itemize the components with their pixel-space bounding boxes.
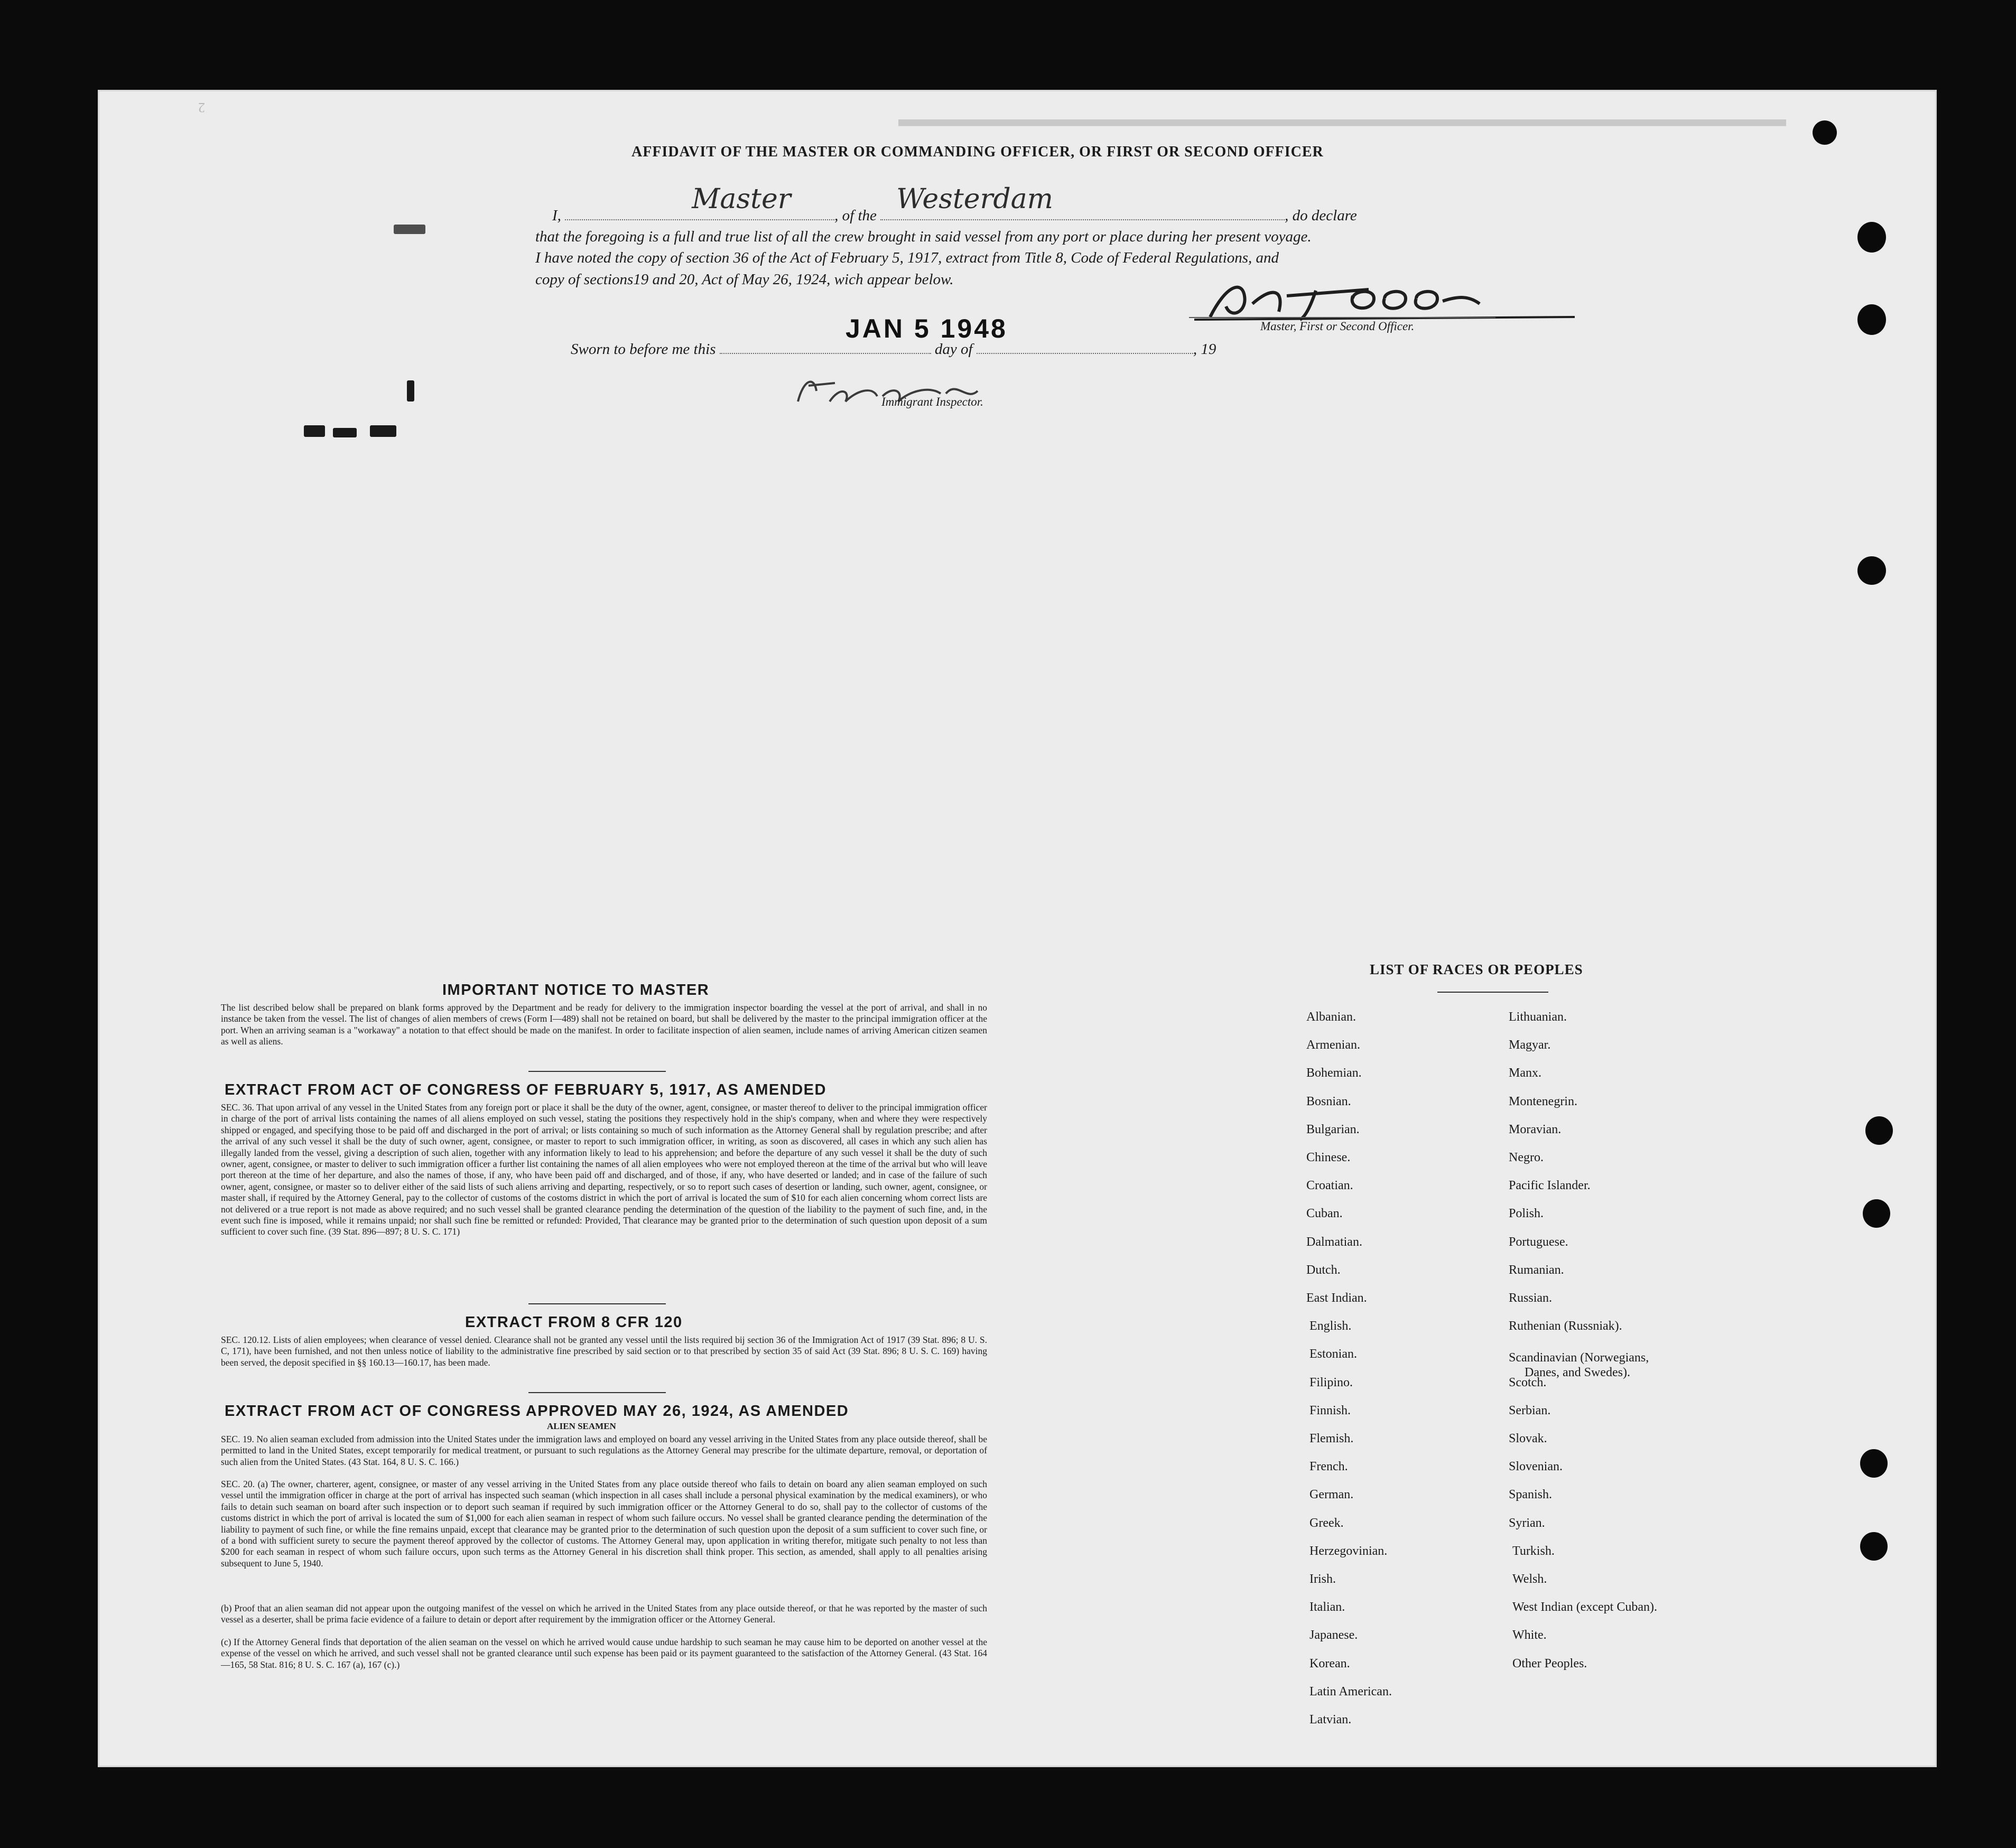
vessel-handwritten: Westerdam xyxy=(896,183,1053,215)
notice-title: IMPORTANT NOTICE TO MASTER xyxy=(442,982,710,998)
race-item: Dalmatian. xyxy=(1306,1235,1362,1249)
race-item: Syrian. xyxy=(1509,1516,1545,1530)
officer-field xyxy=(565,183,834,220)
race-item: Welsh. xyxy=(1512,1572,1547,1586)
race-item: Japanese. xyxy=(1309,1628,1358,1642)
race-item: Ruthenian (Russniak). xyxy=(1509,1319,1622,1333)
date-stamp: JAN 5 1948 xyxy=(846,314,1008,343)
of-the-label: , of the xyxy=(834,207,877,224)
race-item: Korean. xyxy=(1309,1656,1350,1670)
race-item: Irish. xyxy=(1309,1572,1336,1586)
race-item: Serbian. xyxy=(1509,1403,1551,1417)
punch-hole xyxy=(1865,1116,1893,1145)
race-item: Filipino. xyxy=(1309,1375,1353,1389)
punch-hole xyxy=(1860,1449,1888,1478)
extract-1924-sec20b: (b) Proof that an alien seaman did not appear upon the outgoing manifest of the vessel on which he arrived in the United States from any place outside thereof, or that he was reported by the master of such vessel as a deserter, shall be prima facie evidence of a failure to detain or deport after requirement by the immigration officer or the Attorney General. xyxy=(221,1603,987,1625)
extract-1924-sec20c: (c) If the Attorney General finds that deportation of the alien seaman on the vessel on which he arrived would cause undue hardship to such seaman he may cause him to be deported on another vessel at the expense of the vessel on which he arrived, and such vessel shall not be granted clearance until such expense has been paid or its payment guaranteed to the satisfaction of the Attorney General. (43 Stat. 164—165, 58 Stat. 816; 8 U. S. C. 167 (a), 167 (c).) xyxy=(221,1637,987,1670)
punch-hole xyxy=(1857,222,1886,253)
sworn-day-field xyxy=(720,353,931,354)
affidavit-line-1 xyxy=(552,183,1357,225)
extract-1917-title: EXTRACT FROM ACT OF CONGRESS OF FEBRUARY 5, 1917, AS AMENDED xyxy=(225,1081,826,1098)
race-item: Polish. xyxy=(1509,1207,1544,1221)
sworn-label: Sworn to before me this xyxy=(571,341,716,358)
ink-smudge xyxy=(304,425,325,437)
year-prefix: , 19 xyxy=(1193,341,1216,358)
race-item: Moravian. xyxy=(1509,1122,1562,1136)
race-item: West Indian (except Cuban). xyxy=(1512,1600,1657,1614)
race-item: Negro. xyxy=(1509,1151,1544,1164)
vessel-field xyxy=(880,183,1285,220)
officer-handwritten: Master xyxy=(692,183,791,215)
race-item: Scotch. xyxy=(1509,1375,1547,1389)
race-item: Chinese. xyxy=(1306,1151,1351,1164)
race-item: Flemish. xyxy=(1309,1432,1354,1445)
signature-label: Master, First or Second Officer. xyxy=(1260,320,1415,333)
section-divider xyxy=(528,1303,666,1304)
punch-hole xyxy=(1813,120,1837,145)
race-item: Bulgarian. xyxy=(1306,1122,1360,1136)
punch-hole xyxy=(1860,1532,1888,1561)
race-item: Bosnian. xyxy=(1306,1094,1351,1108)
race-item: Herzegovinian. xyxy=(1309,1544,1388,1558)
bleed-through-text: ▬▬▬▬▬▬▬▬▬▬▬▬▬▬▬▬▬▬▬▬▬▬▬▬▬▬▬▬▬▬▬▬▬▬▬▬▬▬▬▬ xyxy=(898,114,1786,138)
ink-smudge xyxy=(407,380,414,402)
race-item: East Indian. xyxy=(1306,1291,1367,1305)
race-item: Cuban. xyxy=(1306,1207,1343,1221)
race-item: Italian. xyxy=(1309,1600,1345,1614)
ink-smudge xyxy=(370,425,396,437)
race-item: Turkish. xyxy=(1512,1544,1555,1558)
race-item: Pacific Islander. xyxy=(1509,1179,1591,1193)
race-item: Finnish. xyxy=(1309,1403,1351,1417)
race-item: Slovenian. xyxy=(1509,1460,1563,1474)
race-item: Bohemian. xyxy=(1306,1066,1362,1080)
race-item: Albanian. xyxy=(1306,1010,1356,1024)
sworn-month-field xyxy=(977,353,1193,354)
race-item: White. xyxy=(1512,1628,1547,1642)
page-stamp: 2 xyxy=(198,100,205,115)
do-declare-label: , do declare xyxy=(1285,207,1357,224)
race-item: Latvian. xyxy=(1309,1713,1352,1726)
extract-cfr-title: EXTRACT FROM 8 CFR 120 xyxy=(465,1314,683,1331)
extract-1924-sec19: SEC. 19. No alien seaman excluded from admission into the United States under the immigration laws and employed on board any vessel arriving in the United States from any place outside thereof, shall be permitted to land in the United States, except temporarily for medical treatment, or pursuant to such regulations as the Attorney General may prescribe for the ultimate departure, removal, or deportation of such alien from the United States. (43 Stat. 164, 8 U. S. C. 166.) xyxy=(221,1434,987,1467)
race-item: Danes, and Swedes). xyxy=(1525,1366,1630,1379)
extract-cfr-text: SEC. 120.12. Lists of alien employees; when clearance of vessel denied. Clearance shall not be granted any vessel until the lists required bij section 36 of the Immigration Act of 1917 (39 Stat. 896; 8 U. S. C, 171), have been furnished, and not then unless notice of liability to the administrative fine prescribed by said section or to that prescribed by section 35 of said Act (39 Stat. 896; 8 U. S. C. 169) having been served, the deposit specified in §§ 160.13—160.17, has been made. xyxy=(221,1334,987,1368)
races-title-underline xyxy=(1437,992,1548,993)
extract-1917-text: SEC. 36. That upon arrival of any vessel in the United States from any foreign port or place it shall be the duty of the owner, agent, consignee, or master thereof to deliver to the principal immigration officer in charge of the port of arrival lists containing the names of all aliens employed on such vessel, stating the positions they respectively hold in the ship's company, when and where they were respectively shipped or engaged, and specifying those to be paid off and discharged in the port of arrival; or lists containing so much of such information as the Attorney General shall by regulation prescribe; and after the arrival of any such vessel it shall be the duty of such owner, agent, consignee, or master to report to such immigration officer, in writing, as soon as discovered, all cases in which any such alien has illegally landed from the vessel, giving a description of such alien, together with any information likely to lead to his apprehension; and before the departure of any such vessel it shall be the duty of such owner, agent, consignee, or master to deliver to such immigration officer a further list containing the names of all alien employees who were not employed thereon at the time of the arrival but who will leave port thereon at the time of her departure, and also the names of those, if any, who have been paid off and discharged, and of those, if any, who have deserted or landed; and in case of the failure of such owner, agent, consignee, or master so to deliver either of the said lists of such aliens arriving and departing, respectively, or so to report such cases of desertion or landing, such owner, agent, consignee, or master shall, if required by the Attorney General, pay to the collector of customs of the costoms district in which the port of arrival is located the sum of $10 for each alien concerning whom correct lists are not delivered or a true report is not made as above required; and no such vessel shall be granted clearance pending the determination of the question of the liability to the payment of such fine, and, in the event such fine is imposed, while it remains unpaid; nor shall such fine be remitted or refunded: Provided, That clearance may be granted prior to the determination of such question upon deposit of a sum sufficient to cover such fine. (39 Stat. 896—897; 8 U. S. C. 171) xyxy=(221,1102,987,1237)
races-title: LIST OF RACES OR PEOPLES xyxy=(1370,962,1583,977)
race-item: Russian. xyxy=(1509,1291,1553,1305)
affidavit-line-2: that the foregoing is a full and true list of all the crew brought in said vessel from any port or place during her present voyage. xyxy=(535,228,1312,245)
extract-1924-sec20a: SEC. 20. (a) The owner, charterer, agent, consignee, or master of any vessel arriving in the United States from any place outside thereof who fails to detain on board any alien seaman employed on such vessel until the immigration officer in charge at the port of arrival has inspected such seaman (which inspection in all cases shall include a personal physical examination by the medical examiners), or who fails to detain such seaman on board after such inspection or to deport such seaman if required by such immigration officer or the Attorney General to do so, shall pay to the collector of customs of the customs district in which the port of arrival is located the sum of $1,000 for each alien seaman in respect of whom such failure occurs. No vessel shall be granted clearance pending the determination of the liability to payment of such fine, or while the fine remains unpaid, except that clearance may be granted prior to the determination of such question upon the deposit of a sum sufficient to cover such fine, or of a bond with sufficient surety to secure the payment thereof approved by the collector of customs. The Attorney General may, upon application in writing therefor, mitigate such penalty to not less than $200 for each seaman in respect of whom such failure occurs, upon such terms as the Attorney General in his discretion shall think proper. This section, as amended, shall apply to all penalties arising subsequent to June 5, 1940. xyxy=(221,1479,987,1569)
race-item: Greek. xyxy=(1309,1516,1344,1530)
punch-hole xyxy=(1857,556,1886,585)
affidavit-line-3: I have noted the copy of section 36 of the Act of February 5, 1917, extract from Title 8, Code of Federal Regulations, and xyxy=(535,249,1279,266)
notice-text: The list described below shall be prepared on blank forms approved by the Department and be ready for delivery to the immigration inspector boarding the vessel at the port of arrival, and shall in no instance be taken from the vessel. The list of changes of alien members of crews (Form I—489) shall not be retained on board, but shall be delivered by the master to the principal immigration officer at the port. When an arriving seaman is a "workaway" a notation to that effect should be made on the manifest. In order to facilitate inspection of alien seamen, include names of arriving American citizen seamen as well as aliens. xyxy=(221,1002,987,1047)
race-item: Montenegrin. xyxy=(1509,1094,1577,1108)
day-of-label: day of xyxy=(934,341,973,358)
race-item: English. xyxy=(1309,1319,1352,1333)
race-item: Lithuanian. xyxy=(1509,1010,1567,1024)
inspector-label: Immigrant Inspector. xyxy=(881,395,983,408)
race-item: Rumanian. xyxy=(1509,1263,1564,1277)
declarant-prefix: I, xyxy=(552,207,561,224)
punch-hole xyxy=(1857,304,1886,335)
race-item: French. xyxy=(1309,1460,1348,1474)
race-item: Magyar. xyxy=(1509,1038,1551,1052)
race-item: Scandinavian (Norwegians, xyxy=(1509,1351,1649,1365)
ink-smudge xyxy=(394,225,425,234)
section-divider xyxy=(528,1071,666,1072)
punch-hole xyxy=(1863,1199,1890,1228)
extract-1924-title: EXTRACT FROM ACT OF CONGRESS APPROVED MAY 26, 1924, AS AMENDED xyxy=(225,1403,849,1420)
race-item: Croatian. xyxy=(1306,1179,1353,1193)
race-item: Portuguese. xyxy=(1509,1235,1568,1249)
race-item: Other Peoples. xyxy=(1512,1656,1587,1670)
race-item: Slovak. xyxy=(1509,1432,1547,1445)
ink-smudge xyxy=(333,428,357,437)
race-item: Latin American. xyxy=(1309,1684,1392,1698)
race-item: Spanish. xyxy=(1509,1488,1553,1502)
affidavit-line-4: copy of sections19 and 20, Act of May 26, 1924, wich appear below. xyxy=(535,271,954,288)
affidavit-title: AFFIDAVIT OF THE MASTER OR COMMANDING OFFICER, OR FIRST OR SECOND OFFICER xyxy=(631,144,1324,160)
signature-line xyxy=(1189,317,1495,318)
race-item: Estonian. xyxy=(1309,1347,1357,1361)
race-item: German. xyxy=(1309,1488,1354,1502)
race-item: Armenian. xyxy=(1306,1038,1360,1052)
race-item: Manx. xyxy=(1509,1066,1541,1080)
section-divider xyxy=(528,1392,666,1393)
race-item: Dutch. xyxy=(1306,1263,1341,1277)
extract-1924-subtitle: ALIEN SEAMEN xyxy=(547,1421,616,1431)
